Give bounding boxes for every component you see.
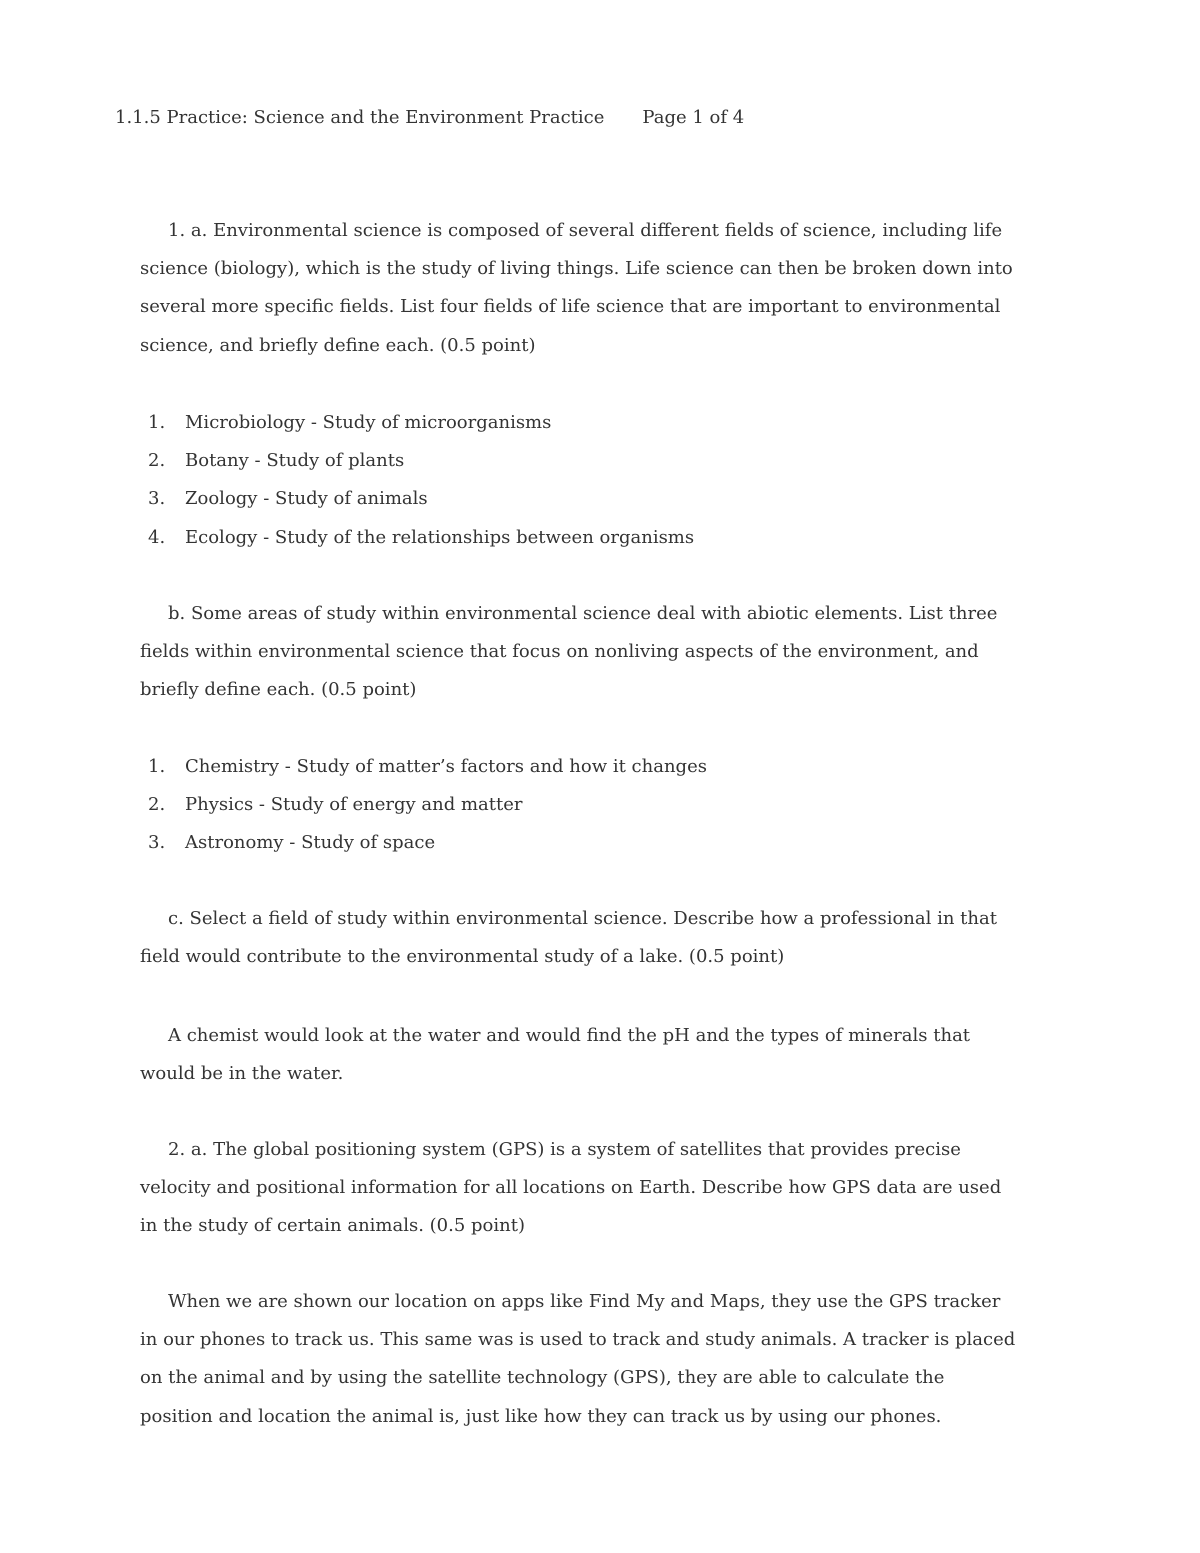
question-1c-answer: A chemist would look at the water and would find the pH and the types of minerals that would be in the water. (140, 1025, 971, 1085)
list-item (140, 404, 1020, 442)
page-header (115, 104, 744, 132)
question-1a-prompt: 1. a. Environmental science is composed of several different fields of science, including life science (biology), which is the study of living things. Life science can then be broken down into several more specific fields. List four fields of life science that are important to environmental science, and briefly define each. (0.5 point) (140, 220, 1013, 356)
list-item-text: Microbiology - Study of microorganisms (185, 412, 552, 433)
list-item (140, 442, 1020, 480)
list-item-text: Physics - Study of energy and matter (185, 794, 523, 816)
question-1c-prompt: c. Select a field of study within environmental science. Describe how a professional in that field would contribute to the environmental study of a lake. (0.5 point) (140, 908, 997, 968)
question-1b-answer-list (140, 748, 1020, 863)
list-item-text: Botany - Study of plants (185, 450, 405, 472)
page-number: Page 1 of 4 (642, 107, 745, 128)
list-item-number: 3. (148, 832, 166, 854)
list-item-text: Chemistry - Study of matter’s factors and how it changes (185, 756, 707, 777)
question-2a-prompt: 2. a. The global positioning system (GPS) is a system of satellites that provides precise velocity and positional information for all locations on Earth. Describe how GPS data are used in the study of certain animals. (0.5 point) (140, 1139, 1002, 1237)
list-item-number: 3. (148, 488, 166, 510)
list-item-number: 4. (148, 526, 166, 548)
list-item-number: 2. (148, 450, 166, 472)
list-item-number: 1. (148, 756, 166, 777)
question-1b-prompt: b. Some areas of study within environmental science deal with abiotic elements. List three fields within environmental science that focus on nonliving aspects of the environment, and briefly define each. (0.5 point) (140, 603, 998, 701)
document-title: 1.1.5 Practice: Science and the Environment Practice (115, 107, 605, 128)
list-item-number: 2. (148, 794, 166, 816)
list-item (140, 824, 1020, 862)
list-item (140, 786, 1020, 824)
list-item (140, 480, 1020, 518)
question-2a-answer: When we are shown our location on apps like Find My and Maps, they use the GPS tracker in our phones to track us. This same was is used to track and study animals. A tracker is placed on the animal and by using the satellite technology (GPS), they are able to calculate the position and location the animal is, just like how they can track us by using our phones. (140, 1291, 1016, 1427)
list-item (140, 519, 1020, 557)
list-item-text: Zoology - Study of animals (185, 488, 428, 510)
list-item-text: Ecology - Study of the relationships between organisms (185, 526, 695, 548)
question-1a-answer-list (140, 404, 1020, 557)
list-item-text: Astronomy - Study of space (185, 832, 436, 854)
list-item-number: 1. (148, 412, 166, 433)
list-item (140, 748, 1020, 786)
